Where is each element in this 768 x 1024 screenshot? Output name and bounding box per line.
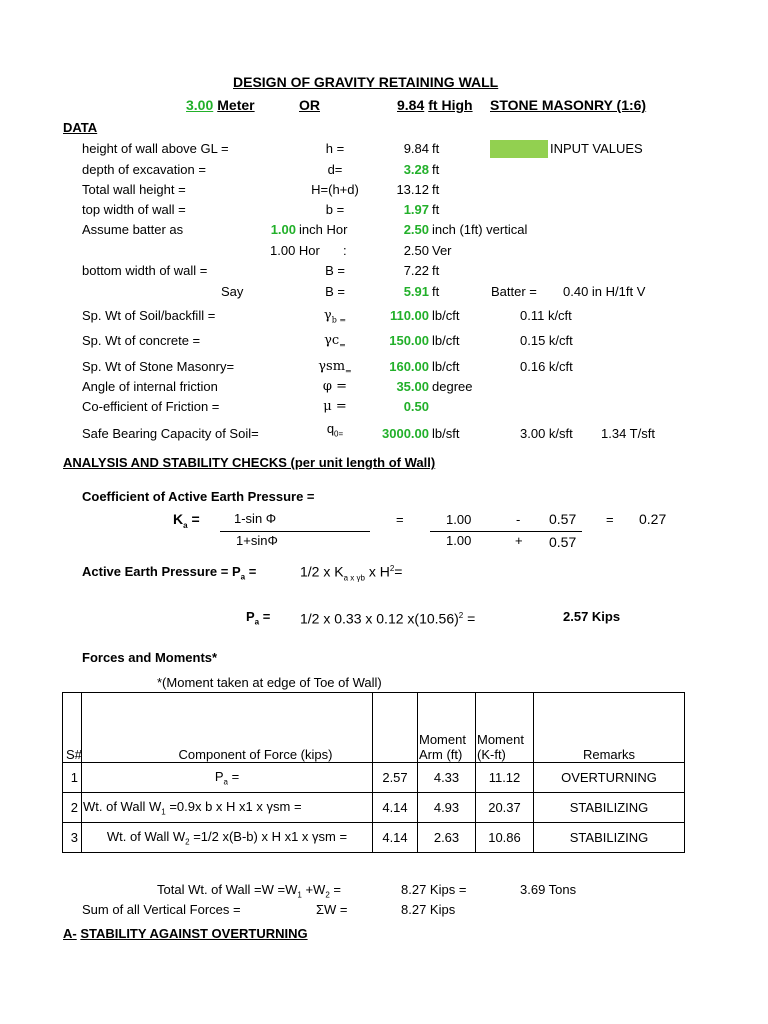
ka-result: 0.27 [639, 511, 667, 527]
batter-ver-value: 2.50 [403, 222, 429, 237]
pa-calc: 1/2 x 0.33 x 0.12 $x(10.56)^2$ = [300, 610, 476, 627]
forces-note: *(Moment taken at edge of Toe of Wall) [157, 675, 382, 690]
total-weight-label: Total Wt. of Wall $=W =W_1 +W_2$ = [157, 882, 341, 900]
ratio-hor: 1.00 Hor [270, 243, 320, 258]
label-say: Say [221, 284, 244, 299]
value-sbc: 3000.00 [382, 426, 429, 441]
value-phi: 35.00 [396, 379, 429, 394]
symbol-B: B = [325, 263, 345, 278]
table-row [63, 793, 685, 823]
batter-value: 0.40 in H/1ft V [563, 284, 646, 299]
row-arm: 4.33 [418, 763, 476, 793]
ka-den-val: 1.00 [446, 533, 472, 548]
ka-den-val2: 0.57 [549, 534, 577, 550]
value-B: 7.22 [403, 263, 429, 278]
row-force: 4.14 [373, 823, 418, 853]
value-d: 3.28 [403, 162, 429, 177]
value-mu: 0.50 [403, 399, 429, 414]
coeff-heading: Coefficient of Active Earth Pressure = [82, 489, 315, 504]
conv-masonry: 0.16 k/cft [520, 359, 573, 374]
label-mu: Co-efficient of Friction = [82, 399, 220, 414]
symbol-H: H=(h+d) [311, 182, 359, 197]
ratio-colon: : [343, 243, 347, 258]
row-remarks: STABILIZING [534, 823, 685, 853]
symbol-B-say: B = [325, 284, 345, 299]
value-concrete: 150.00 [389, 333, 429, 348]
batter-hor-value: 1.00 [270, 222, 296, 237]
ka-denominator: 1+sinΦ [236, 533, 278, 548]
unit-B-say: ft [432, 284, 440, 299]
symbol-h: h = [325, 141, 345, 156]
batter-ver-unit: inch (1ft) vertical [432, 222, 528, 237]
ratio-ver-unit: Ver [432, 243, 452, 258]
ratio-ver-value: 2.50 [403, 243, 429, 258]
label-sbc: Safe Bearing Capacity of Soil= [82, 426, 259, 441]
symbol-b: b = [325, 202, 345, 217]
unit-d: ft [432, 162, 440, 177]
symbol-d: d= [327, 162, 343, 177]
row-sno: 2 [63, 793, 82, 823]
row-component: $P_a$ = [82, 763, 373, 793]
row-remarks: OVERTURNING [534, 763, 685, 793]
unit-masonry: lb/cft [432, 359, 460, 374]
row-force: 4.14 [373, 793, 418, 823]
unit-H: ft [432, 182, 440, 197]
row-force: 2.57 [373, 763, 418, 793]
row-sno: 1 [63, 763, 82, 793]
label-phi: Angle of internal friction [82, 379, 218, 394]
ka-numerator: 1-sin Φ [234, 511, 277, 526]
pa-formula: 1/2 x $K_{a x \gamma b}$ x $H^2=$ [300, 563, 403, 583]
sum-forces-value: 8.27 Kips [401, 902, 456, 917]
fraction-line-1 [220, 531, 370, 532]
label-soil: Sp. Wt of Soil/backfill = [82, 308, 216, 323]
col-remarks: Remarks [534, 693, 685, 763]
table-row [63, 763, 685, 793]
fraction-line-2 [430, 531, 582, 532]
pa-heading: Active Earth Pressure = $P_a$ = [82, 564, 257, 582]
row-moment: 11.12 [476, 763, 534, 793]
unit-b: ft [432, 202, 440, 217]
table-header-row [63, 693, 685, 763]
row-moment: 10.86 [476, 823, 534, 853]
total-weight-tons: 3.69 Tons [520, 882, 577, 897]
unit-B: ft [432, 263, 440, 278]
ka-eq1: = [396, 512, 404, 527]
ka-num-val: 1.00 [446, 512, 472, 527]
symbol-masonry: γsm$_=$ [318, 359, 352, 376]
value-h: 9.84 [403, 141, 429, 156]
label-concrete: Sp. Wt of concrete = [82, 333, 201, 348]
sum-forces-symbol: ΣW = [316, 902, 348, 917]
symbol-concrete: $\gamma c_=$ [324, 333, 346, 350]
col-moment: Moment (K-ft) [476, 693, 534, 763]
material-label: STONE MASONRY (1:6) [490, 97, 647, 113]
label-b: top width of wall = [82, 202, 186, 217]
col-component: Component of Force (kips) [82, 693, 373, 763]
batter-hor-unit: inch Hor [299, 222, 348, 237]
input-swatch [490, 140, 548, 158]
row-component: Wt. of Wall $W_2 =1/2$ x(B-b) x H x1 x γsm = [82, 823, 373, 853]
total-weight-value: 8.27 Kips = [401, 882, 467, 897]
col-sno: S# [63, 693, 82, 763]
value-soil: 110.00 [389, 308, 429, 323]
symbol-soil: $\gamma_{b =}$ [323, 308, 347, 325]
row-arm: 2.63 [418, 823, 476, 853]
unit-phi: degree [432, 379, 473, 394]
height-ft: 9.84 ft High [397, 97, 473, 113]
value-b: 1.97 [403, 202, 429, 217]
or-label: OR [299, 97, 320, 113]
label-d: depth of excavation = [82, 162, 206, 177]
conv-soil: 0.11 k/cft [520, 308, 572, 323]
pa-label: $P_a$ = [246, 609, 271, 627]
value-masonry: 160.00 [389, 359, 429, 374]
ka-label: $K_a$ = [173, 511, 200, 530]
row-remarks: STABILIZING [534, 793, 685, 823]
ka-eq2: = [606, 512, 614, 527]
ka-plus: + [515, 533, 523, 548]
forces-heading: Forces and Moments* [82, 650, 218, 665]
unit-soil: lb/cft [432, 308, 460, 323]
data-heading: DATA [63, 120, 98, 135]
forces-table [62, 692, 685, 853]
value-H: 13.12 [396, 182, 429, 197]
symbol-sbc: $q_{0=}$ [326, 421, 344, 439]
conv-sbc-1: 3.00 k/sft [520, 426, 573, 441]
conv-concrete: 0.15 k/cft [520, 333, 573, 348]
table-row [63, 823, 685, 853]
label-batter: Assume batter as [82, 222, 184, 237]
row-sno: 3 [63, 823, 82, 853]
batter-label: Batter = [491, 284, 537, 299]
symbol-phi: φ = [322, 379, 348, 394]
row-arm: 4.93 [418, 793, 476, 823]
ka-minus: - [516, 512, 521, 527]
row-moment: 20.37 [476, 793, 534, 823]
value-B-say: 5.91 [403, 284, 429, 299]
analysis-heading: ANALYSIS AND STABILITY CHECKS (per unit length of Wall) [63, 455, 436, 470]
unit-h: ft [432, 141, 440, 156]
row-component: Wt. of Wall $W_1 =0.9x$ b x H x1 x γsm = [82, 793, 373, 823]
col-force [373, 693, 418, 763]
page-title: DESIGN OF GRAVITY RETAINING WALL [233, 74, 499, 90]
label-H: Total wall height = [82, 182, 186, 197]
unit-concrete: lb/cft [432, 333, 460, 348]
label-h: height of wall above GL = [82, 141, 229, 156]
input-values-label: INPUT VALUES [550, 141, 643, 156]
label-masonry: Sp. Wt of Stone Masonry= [82, 359, 235, 374]
sum-forces-label: Sum of all Vertical Forces = [82, 902, 241, 917]
unit-sbc: lb/sft [432, 426, 460, 441]
label-B: bottom width of wall = [82, 263, 208, 278]
conv-sbc-2: 1.34 T/sft [601, 426, 655, 441]
symbol-mu: μ = [323, 399, 347, 414]
ka-num-val2: 0.57 [549, 511, 577, 527]
pa-result: 2.57 Kips [563, 609, 621, 624]
col-arm: Moment Arm (ft) [418, 693, 476, 763]
height-meter: 3.00 Meter [186, 97, 255, 113]
overturning-heading: A- STABILITY AGAINST OVERTURNING [63, 926, 308, 941]
